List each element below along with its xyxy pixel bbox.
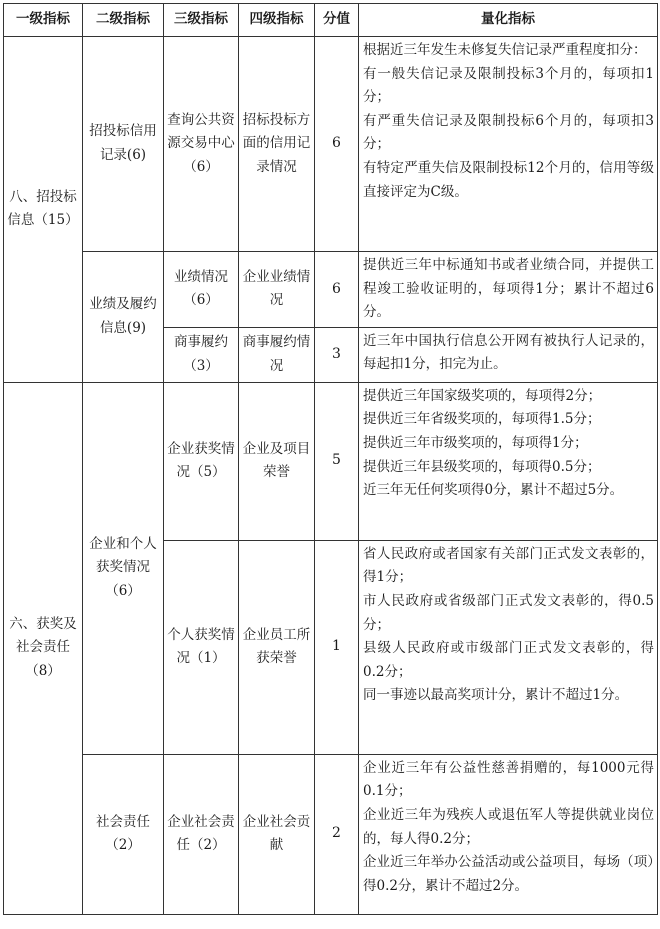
score-cell: 5	[315, 382, 359, 540]
table-row	[4, 754, 658, 914]
criteria-cell	[359, 37, 658, 252]
score-cell: 3	[315, 327, 359, 382]
level4-cell: 企业社会贡献	[239, 754, 315, 914]
level2-cell: 社会责任（2）	[83, 754, 164, 914]
criteria-line: 企业近三年举办公益活动或公益项目，每场（项）得0.2分，累计不超过2分。	[363, 854, 654, 894]
criteria-line: 企业近三年为残疾人或退伍军人等提供就业岗位的，每人得0.2分；	[363, 806, 654, 847]
level4-cell: 招标投标方面的信用记录情况	[239, 37, 315, 252]
level2-cell: 招投标信用记录(6)	[83, 37, 164, 252]
criteria-line: 县级人民政府或市级部门正式发文表彰的，得0.2分；	[363, 640, 654, 680]
level2-cell: 业绩及履约信息(9)	[83, 252, 164, 383]
level4-cell: 企业及项目荣誉	[239, 382, 315, 540]
score-cell: 6	[315, 37, 359, 252]
score-cell: 1	[315, 540, 359, 754]
criteria-line: 省人民政府或者国家有关部门正式发文表彰的，得1分；	[363, 545, 654, 586]
level1-cell: 六、获奖及社会责任（8）	[4, 382, 83, 914]
criteria-line: 有严重失信记录及限制投标6个月的，每项扣3分；	[363, 112, 654, 153]
level4-cell: 企业业绩情况	[239, 252, 315, 328]
criteria-line: 有一般失信记录及限制投标3个月的，每项扣1分；	[363, 65, 654, 106]
criteria-line: 近三年中国执行信息公开网有被执行人记录的，每起扣1分，扣完为止。	[363, 332, 654, 373]
header-score: 分值	[315, 4, 359, 37]
level3-cell: 个人获奖情况（1）	[164, 540, 239, 754]
level3-cell: 企业社会责任（2）	[164, 754, 239, 914]
indicator-table	[3, 3, 658, 915]
header-level1: 一级指标	[4, 4, 83, 37]
table-row	[4, 382, 658, 540]
criteria-line: 提供近三年省级奖项的，每项得1.5分；	[363, 411, 601, 428]
level3-cell: 商事履约（3）	[164, 327, 239, 382]
header-criteria: 量化指标	[359, 4, 658, 37]
criteria-line: 有特定严重失信及限制投标12个月的，信用等级直接评定为C级。	[363, 159, 654, 200]
criteria-line: 根据近三年发生未修复失信记录严重程度扣分：	[363, 42, 647, 58]
header-level2: 二级指标	[83, 4, 164, 37]
criteria-line: 提供近三年县级奖项的，每项得0.5分；	[363, 458, 601, 475]
level4-cell: 企业员工所获荣誉	[239, 540, 315, 754]
criteria-line: 同一事迹以最高奖项计分，累计不超过1分。	[363, 687, 629, 704]
criteria-cell	[359, 754, 658, 914]
level4-cell: 商事履约情况	[239, 327, 315, 382]
criteria-cell	[359, 382, 658, 540]
score-cell: 2	[315, 754, 359, 914]
header-row	[4, 4, 658, 37]
table-row	[4, 252, 658, 328]
level1-cell: 八、招投标信息（15）	[4, 37, 83, 383]
header-level3: 三级指标	[164, 4, 239, 37]
criteria-line: 市人民政府或省级部门正式发文表彰的，得0.5分；	[363, 592, 654, 633]
level2-cell: 企业和个人获奖情况（6）	[83, 382, 164, 754]
criteria-line: 提供近三年中标通知书或者业绩合同，并提供工程竣工验收证明的，每项得1分；累计不超过6分。	[363, 257, 654, 321]
level3-cell: 查询公共资源交易中心（6）	[164, 37, 239, 252]
level3-cell: 业绩情况（6）	[164, 252, 239, 328]
table-row	[4, 37, 658, 252]
score-cell: 6	[315, 252, 359, 328]
criteria-line: 提供近三年市级奖项的，每项得1分；	[363, 434, 588, 451]
criteria-line: 近三年无任何奖项得0分，累计不超过5分。	[363, 482, 624, 499]
level3-cell: 企业获奖情况（5）	[164, 382, 239, 540]
criteria-cell	[359, 327, 658, 382]
criteria-line: 提供近三年国家级奖项的，每项得2分；	[363, 387, 602, 404]
criteria-cell	[359, 540, 658, 754]
criteria-line: 企业近三年有公益性慈善捐赠的，每1000元得0.1分；	[363, 759, 654, 800]
criteria-cell	[359, 252, 658, 328]
header-level4: 四级指标	[239, 4, 315, 37]
